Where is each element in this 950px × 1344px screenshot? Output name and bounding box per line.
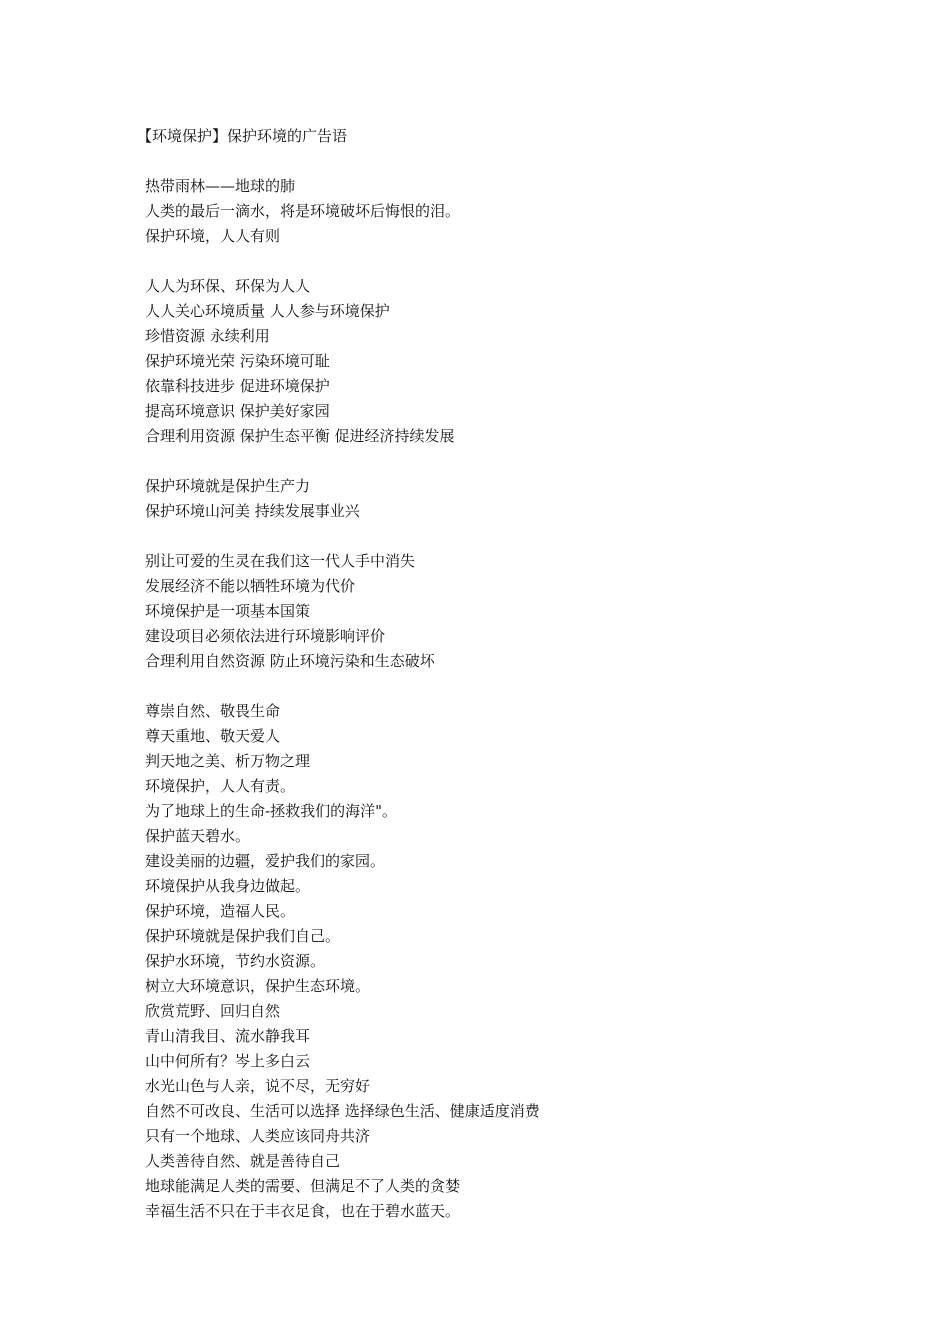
slogan-line: 保护蓝天碧水。 [145,827,251,845]
slogan-line: 发展经济不能以牺牲环境为代价 [145,577,356,595]
slogan-line: 幸福生活不只在于丰衣足食，也在于碧水蓝天。 [145,1202,461,1220]
slogan-line: 人类善待自然、就是善待自己 [145,1152,341,1170]
slogan-line: 环境保护是一项基本国策 [145,602,311,620]
slogan-line: 为了地球上的生命-拯救我们的海洋"。 [145,802,397,820]
section-spacer [137,674,837,699]
slogan-section [137,699,837,1224]
slogan-line: 判天地之美、析万物之理 [145,752,311,770]
slogan-line: 尊崇自然、敬畏生命 [145,702,281,720]
slogan-line: 珍惜资源 永续利用 [145,327,270,345]
slogan-line: 热带雨林——地球的肺 [145,177,296,195]
slogan-line: 建设项目必须依法进行环境影响评价 [145,627,386,645]
section-spacer [137,249,837,274]
slogan-line: 青山清我目、流水静我耳 [145,1027,311,1045]
slogan-line: 别让可爱的生灵在我们这一代人手中消失 [145,552,416,570]
slogan-line: 环境保护从我身边做起。 [145,877,311,895]
slogan-section [137,549,837,674]
slogan-section [137,174,837,249]
slogan-line: 人人关心环境质量 人人参与环境保护 [145,302,390,320]
slogan-line: 依靠科技进步 促进环境保护 [145,377,330,395]
document-body [137,124,837,1224]
slogan-line: 保护环境，人人有则 [145,227,281,245]
slogan-line: 合理利用资源 保护生态平衡 促进经济持续发展 [145,427,455,445]
title-gap [137,149,837,174]
slogan-line: 尊天重地、敬天爱人 [145,727,281,745]
document-title: 【环境保护】保护环境的广告语 [137,127,348,145]
slogan-line: 山中何所有？岑上多白云 [145,1052,311,1070]
section-spacer [137,449,837,474]
slogan-line: 建设美丽的边疆，爱护我们的家园。 [145,852,386,870]
slogan-line: 水光山色与人亲，说不尽，无穷好 [145,1077,371,1095]
slogan-line: 环境保护，人人有责。 [145,777,296,795]
slogan-line: 保护环境就是保护生产力 [145,477,311,495]
slogan-line: 保护环境就是保护我们自己。 [145,927,341,945]
slogan-line: 合理利用自然资源 防止环境污染和生态破坏 [145,652,435,670]
slogan-sections [137,174,837,1224]
slogan-line: 保护环境，造福人民。 [145,902,296,920]
slogan-line: 保护水环境，节约水资源。 [145,952,326,970]
slogan-line: 地球能满足人类的需要、但满足不了人类的贪婪 [145,1177,461,1195]
slogan-line: 欣赏荒野、回归自然 [145,1002,281,1020]
slogan-line: 保护环境光荣 污染环境可耻 [145,352,330,370]
slogan-line: 树立大环境意识，保护生态环境。 [145,977,371,995]
slogan-line: 自然不可改良、生活可以选择 选择绿色生活、健康适度消费 [145,1102,540,1120]
slogan-line: 只有一个地球、人类应该同舟共济 [145,1127,371,1145]
slogan-section [137,274,837,449]
section-spacer [137,524,837,549]
slogan-line: 人类的最后一滴水，将是环境破坏后悔恨的泪。 [145,202,461,220]
slogan-line: 保护环境山河美 持续发展事业兴 [145,502,360,520]
slogan-line: 提高环境意识 保护美好家园 [145,402,330,420]
slogan-section [137,474,837,524]
slogan-line: 人人为环保、环保为人人 [145,277,311,295]
